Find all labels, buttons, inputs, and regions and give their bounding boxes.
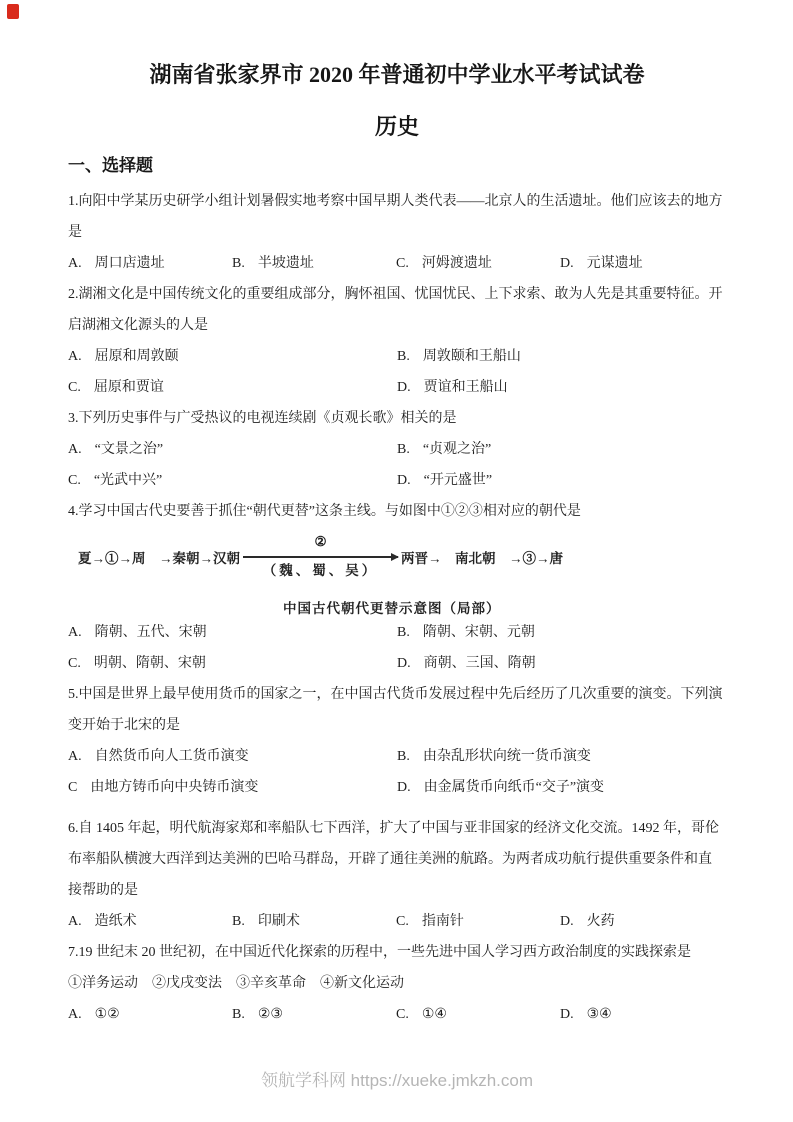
corner-red-mark-icon [7, 4, 19, 19]
question-line: 变开始于北宋的是 [68, 718, 180, 733]
option-c [396, 906, 560, 937]
option-text: 由地方铸币向中央铸币演变 [90, 780, 259, 795]
option-label: D. [397, 473, 411, 488]
option-c [396, 999, 560, 1030]
options-row [68, 648, 726, 679]
question-5 [68, 679, 726, 803]
option-label: C. [396, 914, 409, 929]
option-text: 火药 [586, 914, 615, 929]
option-text: ③④ [586, 1007, 612, 1022]
question-line: 布率船队横渡大西洋到达美洲的巴哈马群岛，开辟了通往美洲的航路。为两者成功航行提供重要条件和直 [68, 852, 712, 867]
question-1 [68, 186, 726, 279]
question-line: 2.湖湘文化是中国传统文化的重要组成部分，胸怀祖国、忧国忧民、上下求索、敢为人先是其重要特征。开 [68, 287, 723, 302]
option-text: 隋朝、五代、宋朝 [94, 625, 207, 640]
options-row [68, 434, 726, 465]
option-label: B. [232, 1007, 245, 1022]
option-label: A. [68, 1007, 82, 1022]
option-label: C. [68, 656, 81, 671]
diagram-caption: 中国古代朝代更替示意图（局部） [283, 601, 501, 616]
option-label: A. [68, 914, 82, 929]
options-row [68, 372, 726, 403]
question-line: 3.下列历史事件与广受热议的电视连续剧《贞观长歌》相关的是 [68, 411, 457, 426]
options-row [68, 772, 726, 803]
diagram-long-arrow [243, 534, 398, 578]
option-c [68, 465, 397, 496]
option-a [68, 617, 397, 648]
question-line: 是 [68, 225, 82, 240]
option-a [68, 434, 397, 465]
question-2 [68, 279, 726, 403]
footer-watermark: 领航学科网 https://xueke.jmkzh.com [260, 1071, 534, 1090]
options-row [68, 248, 726, 279]
option-text: ①④ [421, 1007, 447, 1022]
option-label: C [68, 780, 78, 795]
option-c [68, 372, 397, 403]
option-text: “开元盛世” [423, 473, 493, 488]
question-3 [68, 403, 726, 496]
option-label: C. [396, 1007, 409, 1022]
option-a [68, 341, 397, 372]
option-d [397, 372, 726, 403]
options-row [68, 341, 726, 372]
option-text: ②③ [257, 1007, 283, 1022]
option-b [397, 741, 726, 772]
option-label: C. [396, 256, 409, 271]
option-text: ①② [94, 1007, 120, 1022]
question-7 [68, 937, 726, 1030]
option-text: 元谋遗址 [586, 256, 643, 271]
option-label: D. [560, 914, 574, 929]
option-text: “光武中兴” [93, 473, 163, 488]
option-c [68, 648, 397, 679]
question-line: 4.学习中国古代史要善于抓住“朝代更替”这条主线。与如图中①②③相对应的朝代是 [68, 504, 581, 519]
page-title: 湖南省张家界市 2020 年普通初中学业水平考试试卷 [149, 62, 645, 87]
option-label: A. [68, 256, 82, 271]
question-line: 5.中国是世界上最早使用货币的国家之一，在中国古代货币发展过程中先后经历了几次重要的演变。下列演 [68, 687, 723, 702]
option-c [68, 772, 397, 803]
question-line: 1.向阳中学某历史研学小组计划暑假实地考察中国早期人类代表——北京人的生活遗址。他们应该去的地方 [68, 194, 723, 209]
diagram-right-sequence: 两晋→ 南北朝 →③→唐 [401, 551, 563, 566]
option-text: 明朝、隋朝、宋朝 [93, 656, 206, 671]
option-label: D. [397, 380, 411, 395]
dynasty-succession-diagram [68, 531, 726, 617]
option-text: 贾谊和王船山 [423, 380, 508, 395]
option-text: 指南针 [421, 914, 464, 929]
option-text: 河姆渡遗址 [421, 256, 492, 271]
section-heading: 一、选择题 [68, 156, 153, 175]
option-label: B. [397, 442, 410, 457]
option-text: 由杂乱形状向统一货币演变 [422, 749, 591, 764]
option-text: 隋朝、宋朝、元朝 [422, 625, 535, 640]
question-line: ①洋务运动 ②戊戌变法 ③辛亥革命 ④新文化运动 [68, 976, 404, 991]
option-d [560, 999, 724, 1030]
option-d [397, 648, 726, 679]
options-row [68, 741, 726, 772]
option-label: A. [68, 749, 82, 764]
options-row [68, 906, 726, 937]
option-text: 商朝、三国、隋朝 [423, 656, 536, 671]
option-label: B. [397, 349, 410, 364]
option-b [232, 248, 396, 279]
question-line: 6.自 1405 年起，明代航海家郑和率船队七下西洋，扩大了中国与亚非国家的经济文化交流。1492 年，哥伦 [68, 821, 719, 836]
diagram-label-2: ② [314, 534, 327, 549]
diagram-left-sequence: 夏→①→周 →秦朝→汉朝 [78, 551, 240, 566]
option-d [560, 248, 724, 279]
option-label: A. [68, 349, 82, 364]
option-label: B. [232, 914, 245, 929]
option-text: 由金属货币向纸币“交子”演变 [423, 780, 605, 795]
option-label: D. [397, 656, 411, 671]
option-b [232, 999, 396, 1030]
diagram-wei-shu-wu-label: （魏、蜀、吴） [262, 563, 379, 578]
option-label: C. [68, 473, 81, 488]
arrow-line [243, 556, 398, 558]
option-d [560, 906, 724, 937]
option-text: “贞观之治” [422, 442, 492, 457]
options-row [68, 999, 726, 1030]
option-label: D. [560, 1007, 574, 1022]
option-text: 周口店遗址 [94, 256, 165, 271]
option-b [397, 341, 726, 372]
question-6 [68, 813, 726, 937]
option-b [397, 617, 726, 648]
option-b [397, 434, 726, 465]
page-subtitle: 历史 [374, 114, 419, 139]
question-line: 7.19 世纪末 20 世纪初，在中国近代化探索的历程中，一些先进中国人学习西方政治制度的实践探索是 [68, 945, 691, 960]
options-row [68, 617, 726, 648]
diagram-sequence [78, 531, 726, 578]
option-label: B. [397, 625, 410, 640]
option-c [396, 248, 560, 279]
option-d [397, 772, 726, 803]
option-text: 半坡遗址 [257, 256, 314, 271]
option-a [68, 248, 232, 279]
option-label: A. [68, 442, 82, 457]
option-text: “文景之治” [94, 442, 164, 457]
option-label: B. [232, 256, 245, 271]
option-text: 自然货币向人工货币演变 [94, 749, 249, 764]
option-label: D. [397, 780, 411, 795]
option-b [232, 906, 396, 937]
question-line: 接帮助的是 [68, 883, 138, 898]
option-d [397, 465, 726, 496]
option-label: B. [397, 749, 410, 764]
option-text: 屈原和贾谊 [93, 380, 164, 395]
question-line: 启湖湘文化源头的人是 [68, 318, 208, 333]
option-text: 造纸术 [94, 914, 137, 929]
options-row [68, 465, 726, 496]
option-a [68, 999, 232, 1030]
option-label: C. [68, 380, 81, 395]
option-a [68, 741, 397, 772]
option-label: D. [560, 256, 574, 271]
question-4 [68, 496, 726, 679]
option-text: 周敦颐和王船山 [422, 349, 521, 364]
option-text: 屈原和周敦颐 [94, 349, 179, 364]
option-a [68, 906, 232, 937]
option-label: A. [68, 625, 82, 640]
option-text: 印刷术 [257, 914, 300, 929]
